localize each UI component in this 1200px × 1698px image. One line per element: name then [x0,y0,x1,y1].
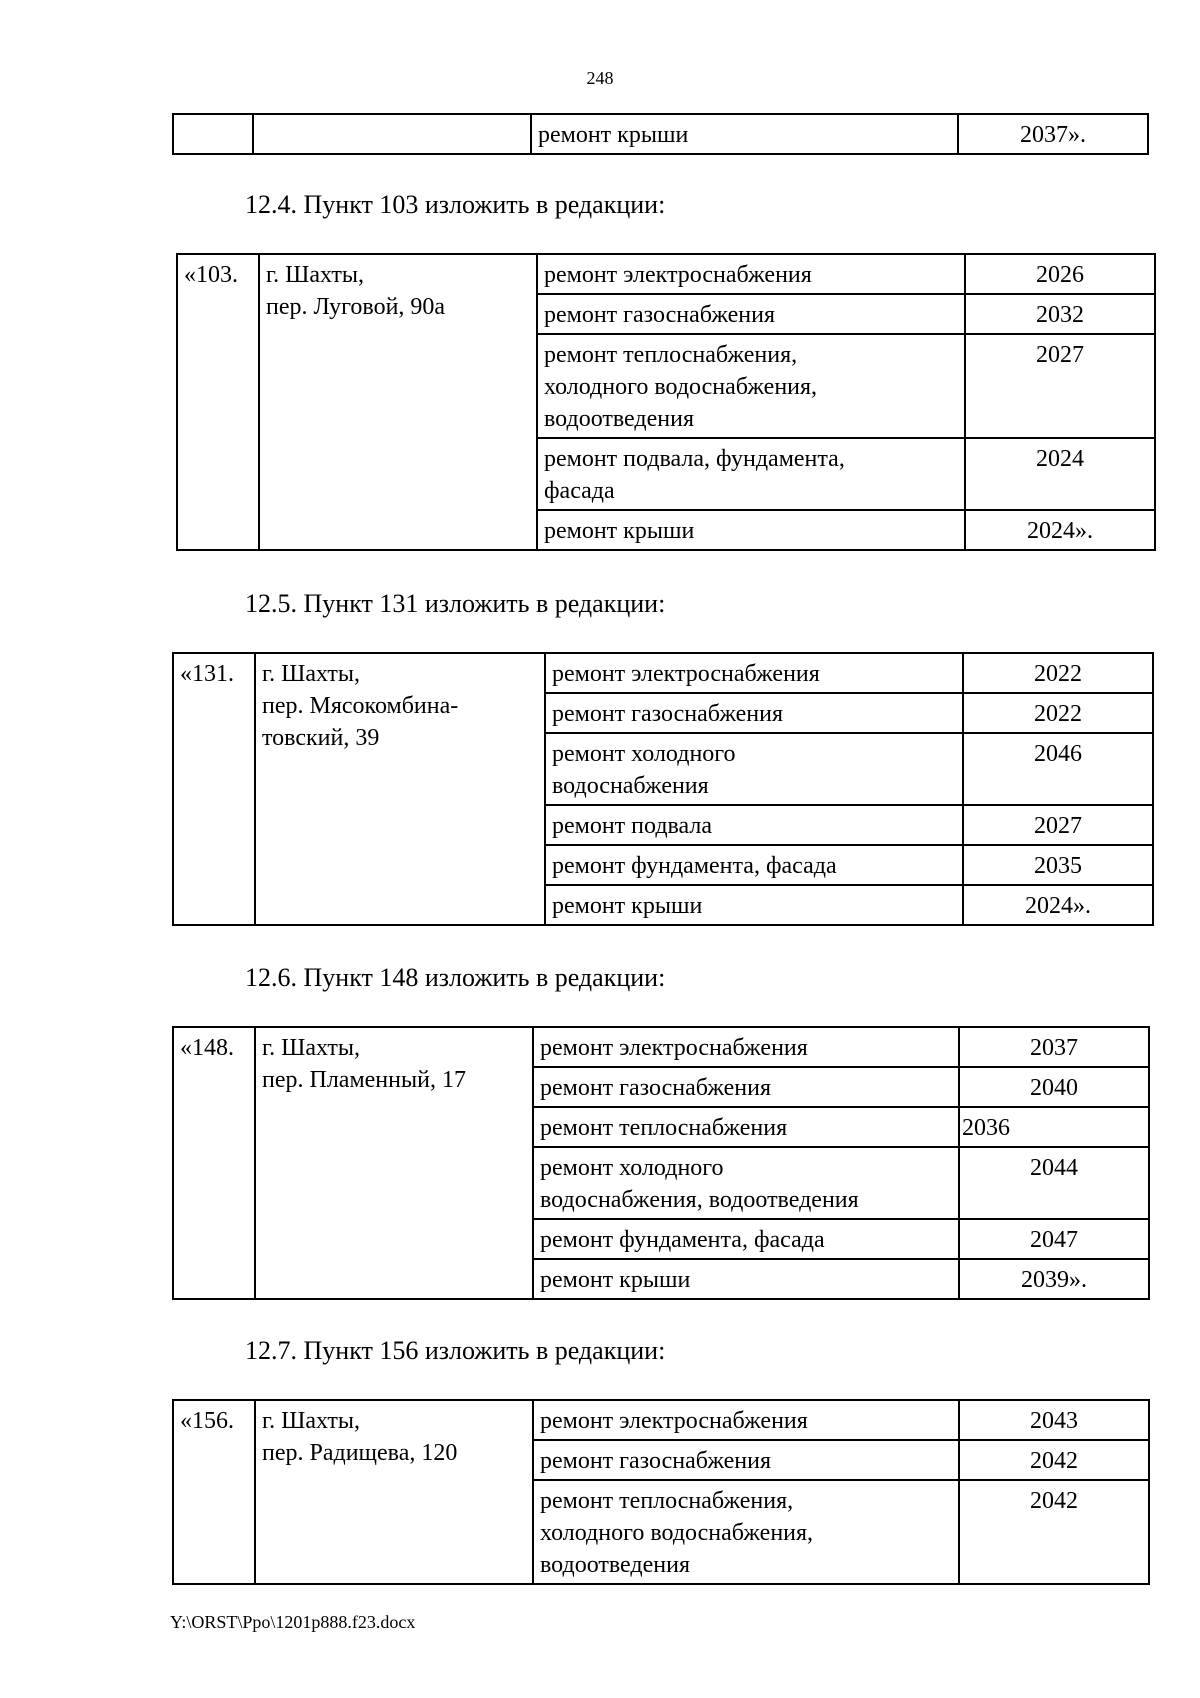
work-cell: ремонт электроснабжения [545,653,963,693]
year-cell: 2040 [959,1067,1149,1107]
work-cell: ремонт фундамента, фасада [533,1219,959,1259]
num-cell: «103. [177,254,259,550]
table-row [177,254,1155,294]
section-heading: 12.7. Пункт 156 изложить в редакции: [245,1336,666,1365]
work-cell [533,1147,959,1219]
work-cell: ремонт крыши [537,510,965,550]
work-cell: ремонт газоснабжения [533,1440,959,1480]
work-cell: ремонт крыши [545,885,963,925]
work-line: водоотведения [540,1552,690,1578]
year-cell: 2043 [959,1400,1149,1440]
year-cell: 2042 [959,1480,1149,1584]
year-cell: 2024». [965,510,1155,550]
year-cell: 2024». [963,885,1153,925]
table-row [173,1027,1149,1067]
year-cell: 2035 [963,845,1153,885]
year-cell: 2047 [959,1219,1149,1259]
address-cell [259,254,537,550]
address-line: г. Шахты, [262,1408,361,1434]
year-cell: 2027 [963,805,1153,845]
year-cell: 2039». [959,1259,1149,1299]
work-cell: ремонт крыши [531,114,958,154]
work-line: водоснабжения, водоотведения [540,1187,859,1213]
work-cell [545,733,963,805]
year-cell: 2026 [965,254,1155,294]
page-number: 248 [586,68,614,88]
address-line: г. Шахты, [262,661,361,687]
work-cell: ремонт электроснабжения [537,254,965,294]
work-cell [537,334,965,438]
table-item-131 [172,652,1154,926]
work-cell: ремонт электроснабжения [533,1027,959,1067]
address-line: пер. Пламенный, 17 [262,1067,466,1093]
address-line: пер. Мясокомбина- [262,693,459,719]
work-cell: ремонт газоснабжения [537,294,965,334]
footer-file-path: Y:\ORST\Ppo\1201p888.f23.docx [170,1612,416,1632]
work-line: водоснабжения [552,773,709,799]
section-heading: 12.5. Пункт 131 изложить в редакции: [245,589,666,618]
table-row [173,114,1148,154]
num-cell [173,114,253,154]
table-item-156 [172,1399,1150,1585]
work-line: холодного водоснабжения, [540,1520,814,1546]
work-cell: ремонт электроснабжения [533,1400,959,1440]
address-line: пер. Луговой, 90а [266,294,446,320]
year-cell: 2037 [959,1027,1149,1067]
work-cell [537,438,965,510]
work-line: водоотведения [544,406,694,432]
table-item-148 [172,1026,1150,1300]
year-cell: 2037». [958,114,1148,154]
work-cell: ремонт газоснабжения [533,1067,959,1107]
work-line: ремонт холодного [540,1155,724,1181]
year-cell: 2032 [965,294,1155,334]
num-cell: «148. [173,1027,255,1299]
table-continuation [172,113,1149,155]
num-cell: «131. [173,653,255,925]
address-cell [255,653,545,925]
table-row [173,653,1153,693]
address-line: товский, 39 [262,725,380,751]
address-cell [253,114,531,154]
work-line: ремонт теплоснабжения, [540,1488,794,1514]
work-cell: ремонт фундамента, фасада [545,845,963,885]
address-line: пер. Радищева, 120 [262,1440,458,1466]
year-cell: 2044 [959,1147,1149,1219]
work-line: ремонт подвала, фундамента, [544,446,845,472]
work-cell: ремонт подвала [545,805,963,845]
year-cell: 2024 [965,438,1155,510]
year-cell: 2027 [965,334,1155,438]
table-item-103 [176,253,1156,551]
year-cell: 2042 [959,1440,1149,1480]
year-cell: 2046 [963,733,1153,805]
work-line: ремонт холодного [552,741,736,767]
year-cell: 2022 [963,653,1153,693]
address-cell [255,1027,533,1299]
address-line: г. Шахты, [266,262,365,288]
work-cell: ремонт газоснабжения [545,693,963,733]
address-line: г. Шахты, [262,1035,361,1061]
section-heading: 12.4. Пункт 103 изложить в редакции: [245,190,666,219]
work-cell [533,1480,959,1584]
table-row [173,1400,1149,1440]
year-cell: 2036 [959,1107,1149,1147]
work-line: ремонт теплоснабжения, [544,342,798,368]
work-cell: ремонт теплоснабжения [533,1107,959,1147]
year-cell: 2022 [963,693,1153,733]
work-line: фасада [544,478,615,504]
address-cell [255,1400,533,1584]
section-heading: 12.6. Пункт 148 изложить в редакции: [245,963,666,992]
work-cell: ремонт крыши [533,1259,959,1299]
work-line: холодного водоснабжения, [544,374,818,400]
num-cell: «156. [173,1400,255,1584]
